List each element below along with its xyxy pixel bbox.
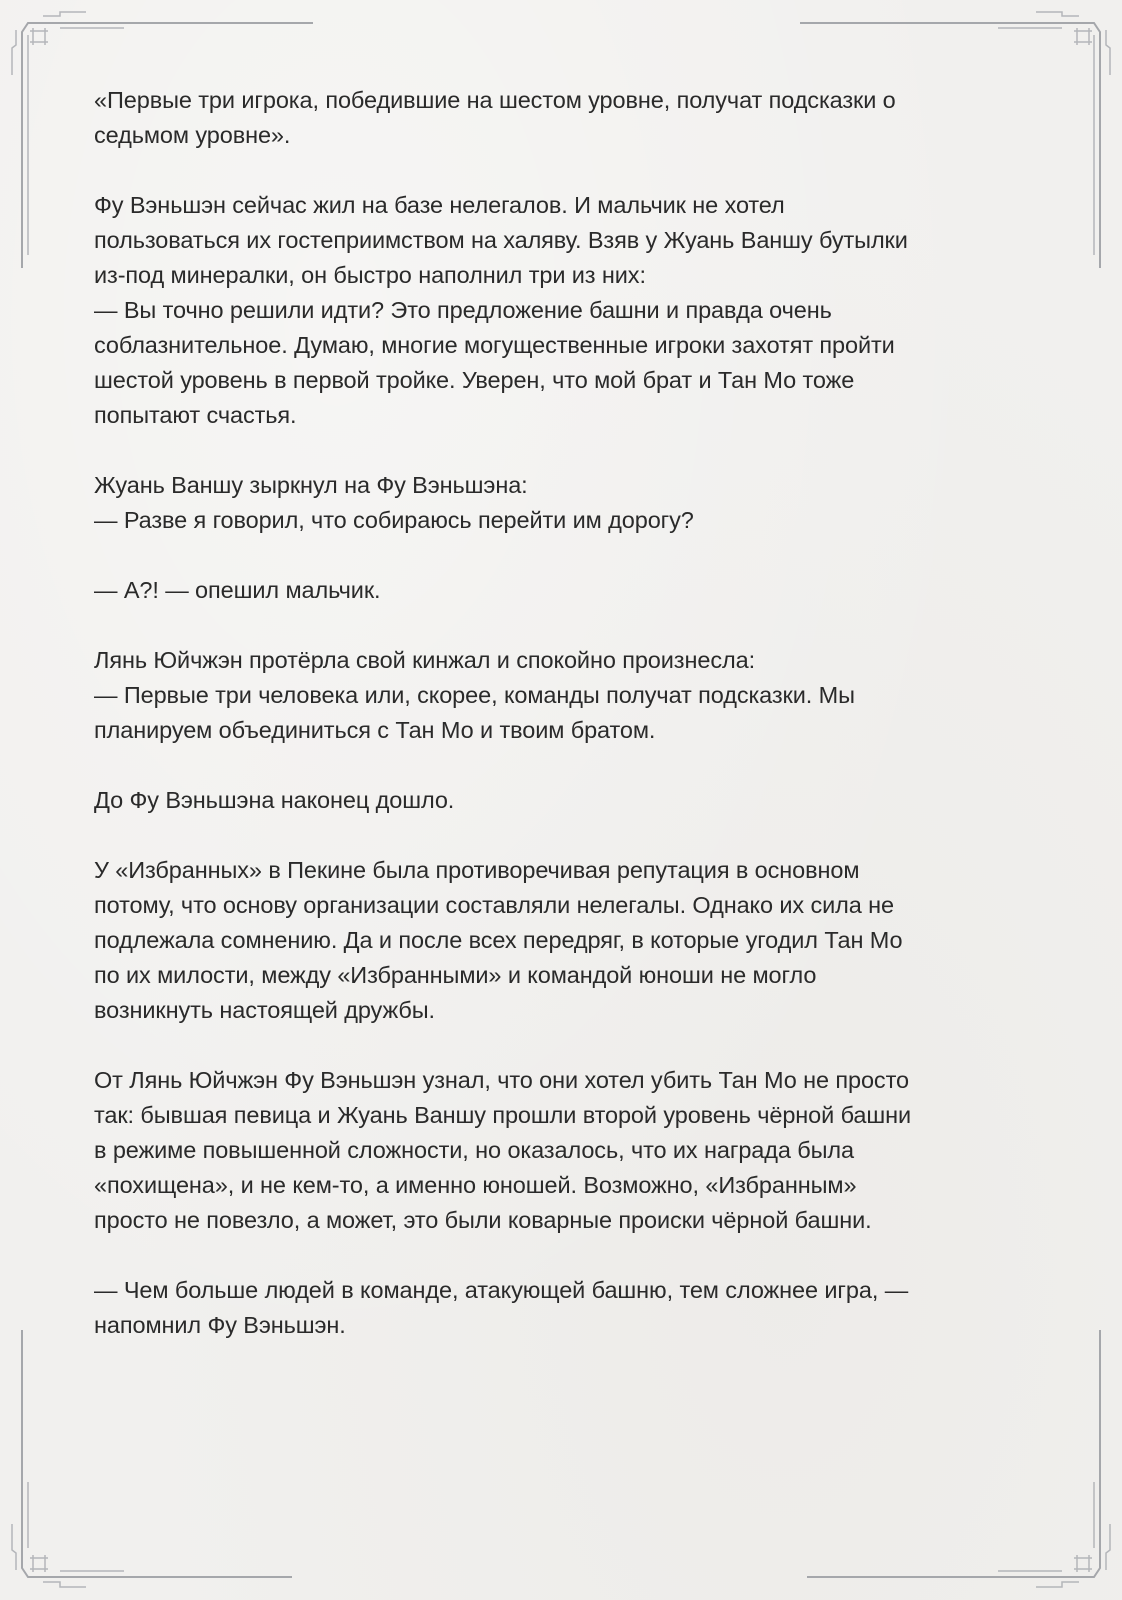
paragraph-gap — [94, 1028, 1034, 1063]
text-line: — Вы точно решили идти? Это предложение башни и правда очень — [94, 297, 832, 323]
text-line: потому, что основу организации составляли нелегалы. Однако их сила не — [94, 892, 895, 918]
text-line: в режиме повышенной сложности, но оказалось, что их награда была — [94, 1137, 855, 1163]
paragraph-gap — [94, 433, 1034, 468]
text-line: из-под минералки, он быстро наполнил три из них: — [94, 262, 646, 288]
text-line: возникнуть настоящей дружбы. — [94, 997, 435, 1023]
text-line: Жуань Ваншу зыркнул на Фу Вэньшэна: — [94, 472, 528, 498]
text-line: подлежала сомнению. Да и после всех передряг, в которые угодил Тан Мо — [94, 927, 903, 953]
story-text — [94, 83, 1034, 1343]
paragraph — [94, 468, 1034, 538]
text-line: У «Избранных» в Пекине была противоречивая репутация в основном — [94, 857, 860, 883]
text-line: — Чем больше людей в команде, атакующей башню, тем сложнее игра, — — [94, 1277, 909, 1303]
text-line: по их милости, между «Избранными» и командой юноши не могло — [94, 962, 817, 988]
text-line: «Первые три игрока, победившие на шестом уровне, получат подсказки о — [94, 87, 896, 113]
text-line: соблазнительное. Думаю, многие могущественные игроки захотят пройти — [94, 332, 895, 358]
text-line: планируем объединиться с Тан Мо и твоим братом. — [94, 717, 656, 743]
paragraph — [94, 1273, 1034, 1343]
paragraph — [94, 1063, 1034, 1238]
text-line: — Первые три человека или, скорее, команды получат подсказки. Мы — [94, 682, 855, 708]
text-line: — А?! — опешил мальчик. — [94, 577, 381, 603]
text-line: просто не повезло, а может, это были коварные происки чёрной башни. — [94, 1207, 872, 1233]
text-line: До Фу Вэньшэна наконец дошло. — [94, 787, 455, 813]
text-line: седьмом уровне». — [94, 122, 291, 148]
frame-corner-bottom-left — [12, 1330, 292, 1587]
text-line: — Разве я говорил, что собираюсь перейти им дорогу? — [94, 507, 694, 533]
paragraph-gap — [94, 538, 1034, 573]
paragraph — [94, 83, 1034, 153]
paragraph — [94, 643, 1034, 748]
paragraph — [94, 573, 1034, 608]
text-line: шестой уровень в первой тройке. Уверен, что мой брат и Тан Мо тоже — [94, 367, 855, 393]
paragraph-gap — [94, 153, 1034, 188]
paragraph-gap — [94, 1238, 1034, 1273]
text-line: От Лянь Юйчжэн Фу Вэньшэн узнал, что они хотел убить Тан Мо не просто — [94, 1067, 909, 1093]
paragraph — [94, 853, 1034, 1028]
paragraph-gap — [94, 608, 1034, 643]
paragraph — [94, 783, 1034, 818]
text-line: Фу Вэньшэн сейчас жил на базе нелегалов. И мальчик не хотел — [94, 192, 785, 218]
paragraph — [94, 188, 1034, 433]
paragraph-gap — [94, 748, 1034, 783]
text-line: пользоваться их гостеприимством на халяву. Взяв у Жуань Ваншу бутылки — [94, 227, 908, 253]
paragraph-gap — [94, 818, 1034, 853]
text-line: попытают счастья. — [94, 402, 297, 428]
text-line: напомнил Фу Вэньшэн. — [94, 1312, 346, 1338]
frame-corner-bottom-right — [807, 1330, 1110, 1587]
text-line: «похищена», и не кем-то, а именно юношей. Возможно, «Избранным» — [94, 1172, 857, 1198]
text-line: так: бывшая певица и Жуань Ваншу прошли второй уровень чёрной башни — [94, 1102, 912, 1128]
text-line: Лянь Юйчжэн протёрла свой кинжал и спокойно произнесла: — [94, 647, 755, 673]
